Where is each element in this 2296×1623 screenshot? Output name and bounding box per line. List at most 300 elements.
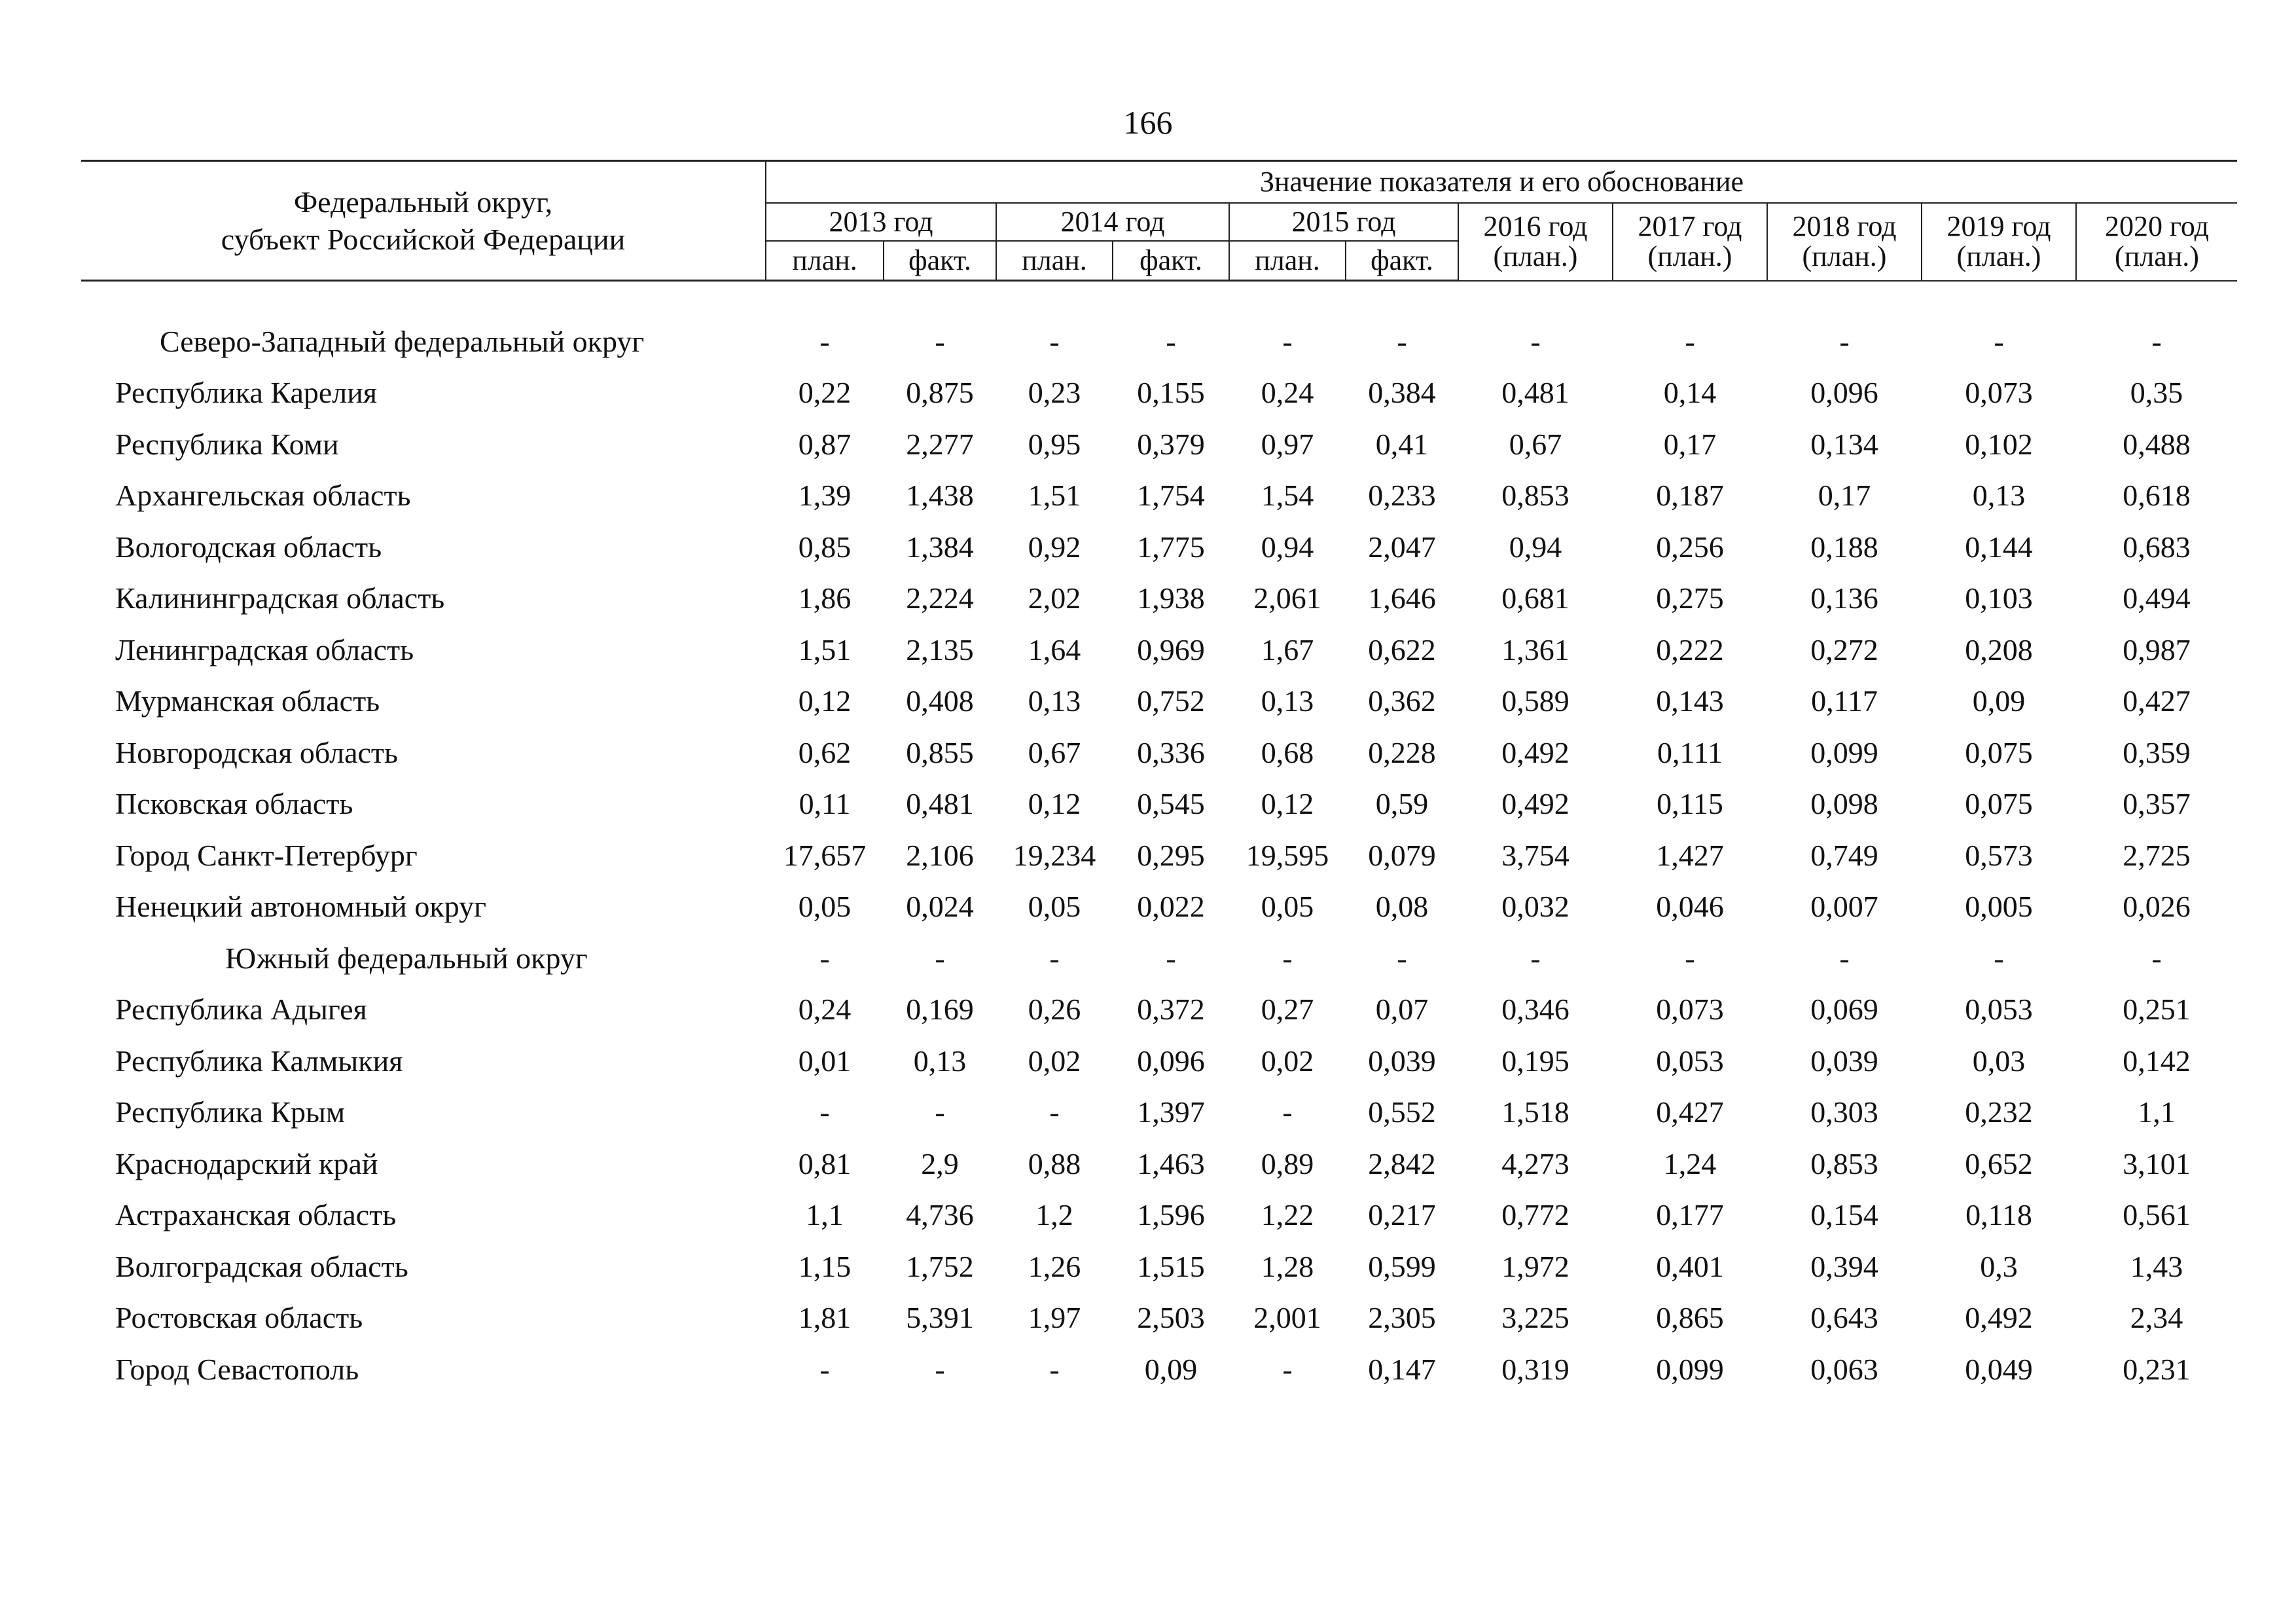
value-cell: - — [1049, 1095, 1060, 1129]
value-cell: 2,106 — [906, 838, 974, 872]
value-cell: 0,81 — [798, 1146, 852, 1180]
table-row — [81, 881, 2237, 933]
value-cell: - — [819, 324, 830, 358]
value-cell: 0,13 — [1261, 684, 1314, 718]
value-cell: 0,143 — [1656, 684, 1724, 718]
value-cell: 0,099 — [1656, 1352, 1724, 1386]
value-cell: 0,08 — [1375, 890, 1429, 924]
region-name-cell: Республика Адыгея — [115, 993, 367, 1027]
value-cell: 0,053 — [1965, 993, 2033, 1027]
value-cell: - — [1049, 324, 1060, 358]
value-cell: 0,12 — [798, 684, 852, 718]
value-cell: 0,039 — [1368, 1044, 1436, 1078]
value-cell: 0,95 — [1028, 427, 1081, 461]
value-cell: 0,97 — [1261, 427, 1314, 461]
value-cell: 2,305 — [1368, 1301, 1436, 1335]
value-cell: 1,938 — [1137, 581, 1205, 615]
spacer-cell — [81, 281, 2237, 316]
value-cell: 1,2 — [1035, 1198, 1073, 1232]
table-row — [81, 470, 2237, 522]
value-cell: 0,85 — [798, 530, 852, 564]
value-cell: 0,117 — [1811, 684, 1878, 718]
value-cell: 0,62 — [798, 735, 852, 769]
region-name-cell: Мурманская область — [115, 684, 380, 718]
value-cell: 0,22 — [798, 376, 852, 410]
value-cell: - — [935, 1352, 945, 1386]
value-cell: - — [935, 1095, 945, 1129]
value-cell: 0,217 — [1368, 1198, 1436, 1232]
year-label: 2018 год — [1792, 210, 1897, 243]
year-header-2018 — [1767, 203, 1922, 281]
value-cell: 0,362 — [1368, 684, 1436, 718]
value-cell: 1,754 — [1137, 479, 1205, 513]
value-cell: 0,079 — [1368, 838, 1436, 872]
region-name-cell: Краснодарский край — [115, 1146, 378, 1180]
value-cell: 1,646 — [1368, 581, 1436, 615]
value-cell: 0,17 — [1818, 479, 1871, 513]
table-row — [81, 367, 2237, 419]
value-cell: 0,155 — [1137, 376, 1205, 410]
value-cell: 0,177 — [1656, 1198, 1724, 1232]
value-cell: 0,187 — [1656, 479, 1724, 513]
value-cell: 0,134 — [1810, 427, 1878, 461]
value-cell: 0,111 — [1657, 735, 1723, 769]
value-cell: 1,972 — [1501, 1249, 1570, 1283]
table-row — [81, 1343, 2237, 1395]
value-cell: 0,969 — [1137, 632, 1205, 666]
value-cell: 0,481 — [1501, 376, 1570, 410]
value-cell: 0,14 — [1663, 376, 1717, 410]
table-row — [81, 1190, 2237, 1241]
value-cell: 1,463 — [1137, 1146, 1205, 1180]
value-cell: 0,599 — [1368, 1249, 1436, 1283]
page-number: 166 — [1123, 104, 1173, 141]
value-cell: 1,1 — [806, 1198, 844, 1232]
value-cell: - — [1397, 941, 1407, 975]
value-cell: - — [1049, 1352, 1060, 1386]
value-cell: 0,427 — [2123, 684, 2191, 718]
value-cell: 0,23 — [1028, 376, 1081, 410]
value-cell: 0,075 — [1965, 735, 2033, 769]
table-row — [81, 984, 2237, 1036]
value-cell: 0,005 — [1965, 890, 2033, 924]
value-cell: 0,13 — [1028, 684, 1081, 718]
region-name-cell: Новгородская область — [115, 735, 399, 769]
region-name-cell: Ленинградская область — [115, 632, 414, 666]
table-row — [81, 1138, 2237, 1190]
value-cell: 1,67 — [1261, 632, 1314, 666]
year-label: 2017 год — [1638, 210, 1742, 243]
value-cell: 1,43 — [2130, 1249, 2183, 1283]
value-cell: 0,494 — [2123, 581, 2191, 615]
value-cell: 0,07 — [1375, 993, 1429, 1027]
value-cell: 0,336 — [1137, 735, 1205, 769]
value-cell: 1,54 — [1261, 479, 1314, 513]
value-cell: 0,772 — [1501, 1198, 1570, 1232]
value-cell: 0,67 — [1509, 427, 1562, 461]
value-cell: 0,069 — [1810, 993, 1878, 1027]
region-name-cell: Вологодская область — [115, 530, 382, 564]
table-row — [81, 676, 2237, 727]
value-cell: - — [935, 324, 945, 358]
value-cell: 0,319 — [1501, 1352, 1570, 1386]
value-cell: 0,622 — [1368, 632, 1436, 666]
value-cell: 0,68 — [1261, 735, 1314, 769]
value-cell: 1,775 — [1137, 530, 1205, 564]
table-header — [81, 161, 2237, 281]
sub-header-2013-fact: факт. — [884, 241, 996, 281]
value-cell: 0,195 — [1501, 1044, 1570, 1078]
value-cell: 0,481 — [906, 787, 974, 821]
value-cell: 0,09 — [1972, 684, 2026, 718]
value-cell: 1,28 — [1261, 1249, 1314, 1283]
value-cell: 0,492 — [1501, 787, 1570, 821]
value-cell: 0,222 — [1656, 632, 1724, 666]
value-cell: 0,053 — [1656, 1044, 1724, 1078]
value-cell: 0,049 — [1965, 1352, 2033, 1386]
value-cell: - — [1994, 324, 2004, 358]
year-label: 2020 год — [2104, 210, 2210, 243]
region-name-cell: Астраханская область — [115, 1198, 397, 1232]
year-header-2013: 2013 год — [766, 203, 996, 241]
value-cell: 1,39 — [798, 479, 852, 513]
header-spacer-row — [81, 281, 2237, 316]
sub-header-2014-plan: план. — [996, 241, 1113, 281]
value-cell: 0,115 — [1657, 787, 1723, 821]
value-cell: 0,096 — [1810, 376, 1878, 410]
value-cell: 0,228 — [1368, 735, 1436, 769]
value-cell: - — [1994, 941, 2004, 975]
value-cell: 0,169 — [906, 993, 974, 1027]
year-header-2017 — [1613, 203, 1767, 281]
value-cell: 0,41 — [1375, 427, 1429, 461]
value-cell: 0,144 — [1965, 530, 2033, 564]
value-cell: 0,24 — [798, 993, 852, 1027]
value-cell: - — [1282, 1095, 1293, 1129]
value-cell: 0,379 — [1137, 427, 1205, 461]
value-cell: 0,118 — [1965, 1198, 2032, 1232]
value-cell: 0,13 — [913, 1044, 967, 1078]
value-cell: 0,208 — [1965, 632, 2033, 666]
value-cell: 0,92 — [1028, 530, 1081, 564]
value-cell: 0,024 — [906, 890, 974, 924]
value-cell: 2,047 — [1368, 530, 1436, 564]
value-cell: 0,188 — [1810, 530, 1878, 564]
sub-header-2015-plan: план. — [1229, 241, 1346, 281]
value-cell: 1,51 — [798, 632, 852, 666]
value-cell: 1,86 — [798, 581, 852, 615]
name-column-header-line2: субъект Российской Федерации — [221, 223, 626, 256]
value-cell: - — [1166, 324, 1176, 358]
value-cell: 0,295 — [1137, 838, 1205, 872]
value-cell: 0,03 — [1972, 1044, 2026, 1078]
value-cell: - — [2151, 324, 2162, 358]
value-cell: 0,853 — [1501, 479, 1570, 513]
value-cell: 0,875 — [906, 376, 974, 410]
value-cell: 0,24 — [1261, 376, 1314, 410]
value-cell: 0,427 — [1656, 1095, 1724, 1129]
value-cell: 0,039 — [1810, 1044, 1878, 1078]
value-cell: 0,545 — [1137, 787, 1205, 821]
value-cell: 0,94 — [1261, 530, 1314, 564]
value-cell: 1,397 — [1137, 1095, 1205, 1129]
value-cell: 0,099 — [1810, 735, 1878, 769]
value-cell: 0,01 — [798, 1044, 852, 1078]
value-cell: 0,359 — [2123, 735, 2191, 769]
plan-label: (план.) — [1802, 240, 1887, 273]
value-cell: 0,573 — [1965, 838, 2033, 872]
value-cell: 1,22 — [1261, 1198, 1314, 1232]
value-cell: 0,643 — [1810, 1301, 1878, 1335]
value-cell: 0,12 — [1261, 787, 1314, 821]
value-cell: 1,752 — [906, 1249, 974, 1283]
value-cell: 0,94 — [1509, 530, 1562, 564]
value-cell: 0,346 — [1501, 993, 1570, 1027]
value-cell: 2,503 — [1137, 1301, 1205, 1335]
value-cell: 1,515 — [1137, 1249, 1205, 1283]
value-cell: 0,3 — [1980, 1249, 2018, 1283]
value-cell: 0,032 — [1501, 890, 1570, 924]
value-cell: 0,492 — [1965, 1301, 2033, 1335]
value-cell: 0,394 — [1810, 1249, 1878, 1283]
table-row — [81, 1292, 2237, 1344]
value-cell: 0,02 — [1261, 1044, 1314, 1078]
value-cell: 1,24 — [1663, 1146, 1717, 1180]
value-cell: 4,273 — [1501, 1146, 1570, 1180]
value-cell: - — [819, 1095, 830, 1129]
value-cell: 0,09 — [1144, 1352, 1198, 1386]
name-column-header — [81, 161, 766, 281]
value-cell: 0,13 — [1972, 479, 2026, 513]
value-cell: 17,657 — [783, 838, 867, 872]
value-cell: - — [1685, 324, 1695, 358]
value-cell: 0,05 — [1028, 890, 1081, 924]
value-cell: 2,277 — [906, 427, 974, 461]
sub-header-2015-fact: факт. — [1346, 241, 1458, 281]
table-row — [81, 521, 2237, 573]
table-row — [81, 418, 2237, 470]
value-cell: 0,05 — [1261, 890, 1314, 924]
region-name-cell: Ростовская область — [115, 1301, 363, 1335]
value-cell: 0,865 — [1656, 1301, 1724, 1335]
year-header-2014: 2014 год — [996, 203, 1229, 241]
table-row — [81, 778, 2237, 830]
value-cell: 0,096 — [1137, 1044, 1205, 1078]
value-cell: 1,64 — [1028, 632, 1081, 666]
region-name-cell: Республика Коми — [115, 427, 339, 461]
table-row — [81, 1241, 2237, 1292]
value-cell: 0,652 — [1965, 1146, 2033, 1180]
value-cell: 1,596 — [1137, 1198, 1205, 1232]
value-cell: 1,51 — [1028, 479, 1081, 513]
value-cell: 19,234 — [1013, 838, 1096, 872]
region-name-cell: Город Санкт-Петербург — [115, 838, 418, 872]
value-cell: - — [1049, 941, 1060, 975]
year-header-2020 — [2076, 203, 2237, 281]
value-cell: 3,101 — [2123, 1146, 2191, 1180]
value-cell: 0,618 — [2123, 479, 2191, 513]
value-cell: 0,233 — [1368, 479, 1436, 513]
plan-label: (план.) — [1956, 240, 2041, 273]
indicator-table — [81, 160, 2237, 1395]
value-cell: 1,15 — [798, 1249, 852, 1283]
value-cell: 0,59 — [1375, 787, 1429, 821]
value-cell: 0,357 — [2123, 787, 2191, 821]
value-cell: 0,752 — [1137, 684, 1205, 718]
value-cell: 0,561 — [2123, 1198, 2191, 1232]
value-cell: 0,11 — [798, 787, 851, 821]
value-cell: 2,34 — [2130, 1301, 2183, 1335]
value-cell: 0,87 — [798, 427, 852, 461]
value-cell: 1,384 — [906, 530, 974, 564]
region-name-cell: Северо-Западный федеральный округ — [160, 324, 645, 358]
value-cell: 1,438 — [906, 479, 974, 513]
sub-header-2014-fact: факт. — [1113, 241, 1229, 281]
value-cell: 0,063 — [1810, 1352, 1878, 1386]
region-name-cell: Город Севастополь — [115, 1352, 359, 1386]
value-cell: - — [1839, 941, 1850, 975]
district-row — [81, 316, 2237, 367]
table-row — [81, 1087, 2237, 1139]
table-row — [81, 624, 2237, 676]
value-cell: - — [1530, 941, 1541, 975]
value-cell: - — [1166, 941, 1176, 975]
indicator-table-container — [81, 160, 2237, 1395]
value-cell: 0,987 — [2123, 632, 2191, 666]
value-cell: 19,595 — [1246, 838, 1329, 872]
value-cell: 0,251 — [2123, 993, 2191, 1027]
value-cell: 1,518 — [1501, 1095, 1570, 1129]
region-name-cell: Ненецкий автономный округ — [115, 890, 486, 924]
value-cell: 0,098 — [1810, 787, 1878, 821]
value-cell: 1,1 — [2138, 1095, 2176, 1129]
value-cell: 0,154 — [1810, 1198, 1878, 1232]
region-name-cell: Калининградская область — [115, 581, 445, 615]
value-cell: - — [1839, 324, 1850, 358]
value-cell: 1,81 — [798, 1301, 852, 1335]
table-row — [81, 573, 2237, 625]
value-cell: 0,05 — [798, 890, 852, 924]
value-cell: 0,007 — [1810, 890, 1878, 924]
district-row — [81, 932, 2237, 984]
value-cell: 2,224 — [906, 581, 974, 615]
value-cell: 0,17 — [1663, 427, 1717, 461]
value-cell: 2,001 — [1253, 1301, 1321, 1335]
value-cell: 0,102 — [1965, 427, 2033, 461]
value-cell: 0,232 — [1965, 1095, 2033, 1129]
table-row — [81, 1035, 2237, 1087]
value-cell: 0,12 — [1028, 787, 1081, 821]
value-cell: - — [935, 941, 945, 975]
table-row — [81, 727, 2237, 778]
value-cell: 4,736 — [906, 1198, 974, 1232]
value-cell: 0,103 — [1965, 581, 2033, 615]
year-header-2019 — [1922, 203, 2076, 281]
value-cell: 0,073 — [1965, 376, 2033, 410]
value-cell: 5,391 — [906, 1301, 974, 1335]
value-cell: 0,022 — [1137, 890, 1205, 924]
region-name-cell: Южный федеральный округ — [225, 941, 588, 975]
value-cell: 2,842 — [1368, 1146, 1436, 1180]
value-cell: - — [1282, 1352, 1293, 1386]
value-cell: 0,046 — [1656, 890, 1724, 924]
value-cell: 0,02 — [1028, 1044, 1081, 1078]
value-cell: 0,075 — [1965, 787, 2033, 821]
value-cell: - — [819, 1352, 830, 1386]
value-cell: 0,853 — [1810, 1146, 1878, 1180]
region-name-cell: Псковская область — [115, 787, 353, 821]
value-cell: 0,552 — [1368, 1095, 1436, 1129]
value-cell: 0,272 — [1810, 632, 1878, 666]
value-cell: 0,231 — [2123, 1352, 2191, 1386]
value-cell: 0,683 — [2123, 530, 2191, 564]
value-cell: 0,136 — [1810, 581, 1878, 615]
value-cell: 2,135 — [906, 632, 974, 666]
value-cell: - — [1282, 941, 1293, 975]
value-cell: 0,488 — [2123, 427, 2191, 461]
value-cell: 0,35 — [2130, 376, 2183, 410]
value-cell: 0,27 — [1261, 993, 1314, 1027]
region-name-cell: Архангельская область — [115, 479, 411, 513]
value-cell: 0,67 — [1028, 735, 1081, 769]
region-name-cell: Республика Карелия — [115, 376, 378, 410]
value-cell: 0,855 — [906, 735, 974, 769]
year-label: 2019 год — [1946, 210, 2051, 243]
value-cell: - — [1685, 941, 1695, 975]
value-cell: 0,401 — [1656, 1249, 1724, 1283]
value-cell: - — [819, 941, 830, 975]
value-cell: 0,492 — [1501, 735, 1570, 769]
value-cell: 2,725 — [2123, 838, 2191, 872]
value-cell: 0,026 — [2123, 890, 2191, 924]
value-cell: 0,384 — [1368, 376, 1436, 410]
value-cell: 1,361 — [1501, 632, 1570, 666]
region-name-cell: Республика Крым — [115, 1095, 346, 1129]
value-cell: 1,97 — [1028, 1301, 1081, 1335]
year-label: 2016 год — [1483, 210, 1588, 243]
region-name-cell: Республика Калмыкия — [115, 1044, 403, 1078]
value-cell: 0,147 — [1368, 1352, 1436, 1386]
value-cell: 1,26 — [1028, 1249, 1081, 1283]
table-row — [81, 830, 2237, 881]
value-cell: 0,89 — [1261, 1146, 1314, 1180]
value-cell: 0,275 — [1656, 581, 1724, 615]
value-cell: 0,372 — [1137, 993, 1205, 1027]
value-cell: 0,681 — [1501, 581, 1570, 615]
value-cell: - — [1397, 324, 1407, 358]
value-cell: 0,408 — [906, 684, 974, 718]
value-cell: 2,02 — [1028, 581, 1081, 615]
value-cell: 0,589 — [1501, 684, 1570, 718]
value-cell: 3,754 — [1501, 838, 1570, 872]
table-body — [81, 281, 2237, 1395]
year-header-2015: 2015 год — [1229, 203, 1458, 241]
value-cell: 0,142 — [2123, 1044, 2191, 1078]
value-cell: 0,256 — [1656, 530, 1724, 564]
value-cell: 3,225 — [1501, 1301, 1570, 1335]
value-cell: - — [1530, 324, 1541, 358]
region-name-cell: Волгоградская область — [115, 1249, 408, 1283]
name-column-header-line1: Федеральный округ, — [293, 185, 553, 219]
value-cell: 1,427 — [1656, 838, 1724, 872]
values-group-header: Значение показателя и его обоснование — [766, 161, 2237, 204]
sub-header-2013-plan: план. — [766, 241, 884, 281]
plan-label: (план.) — [1647, 240, 1732, 273]
year-header-2016 — [1458, 203, 1613, 281]
value-cell: 0,073 — [1656, 993, 1724, 1027]
plan-label: (план.) — [2115, 240, 2199, 273]
value-cell: 2,061 — [1253, 581, 1321, 615]
